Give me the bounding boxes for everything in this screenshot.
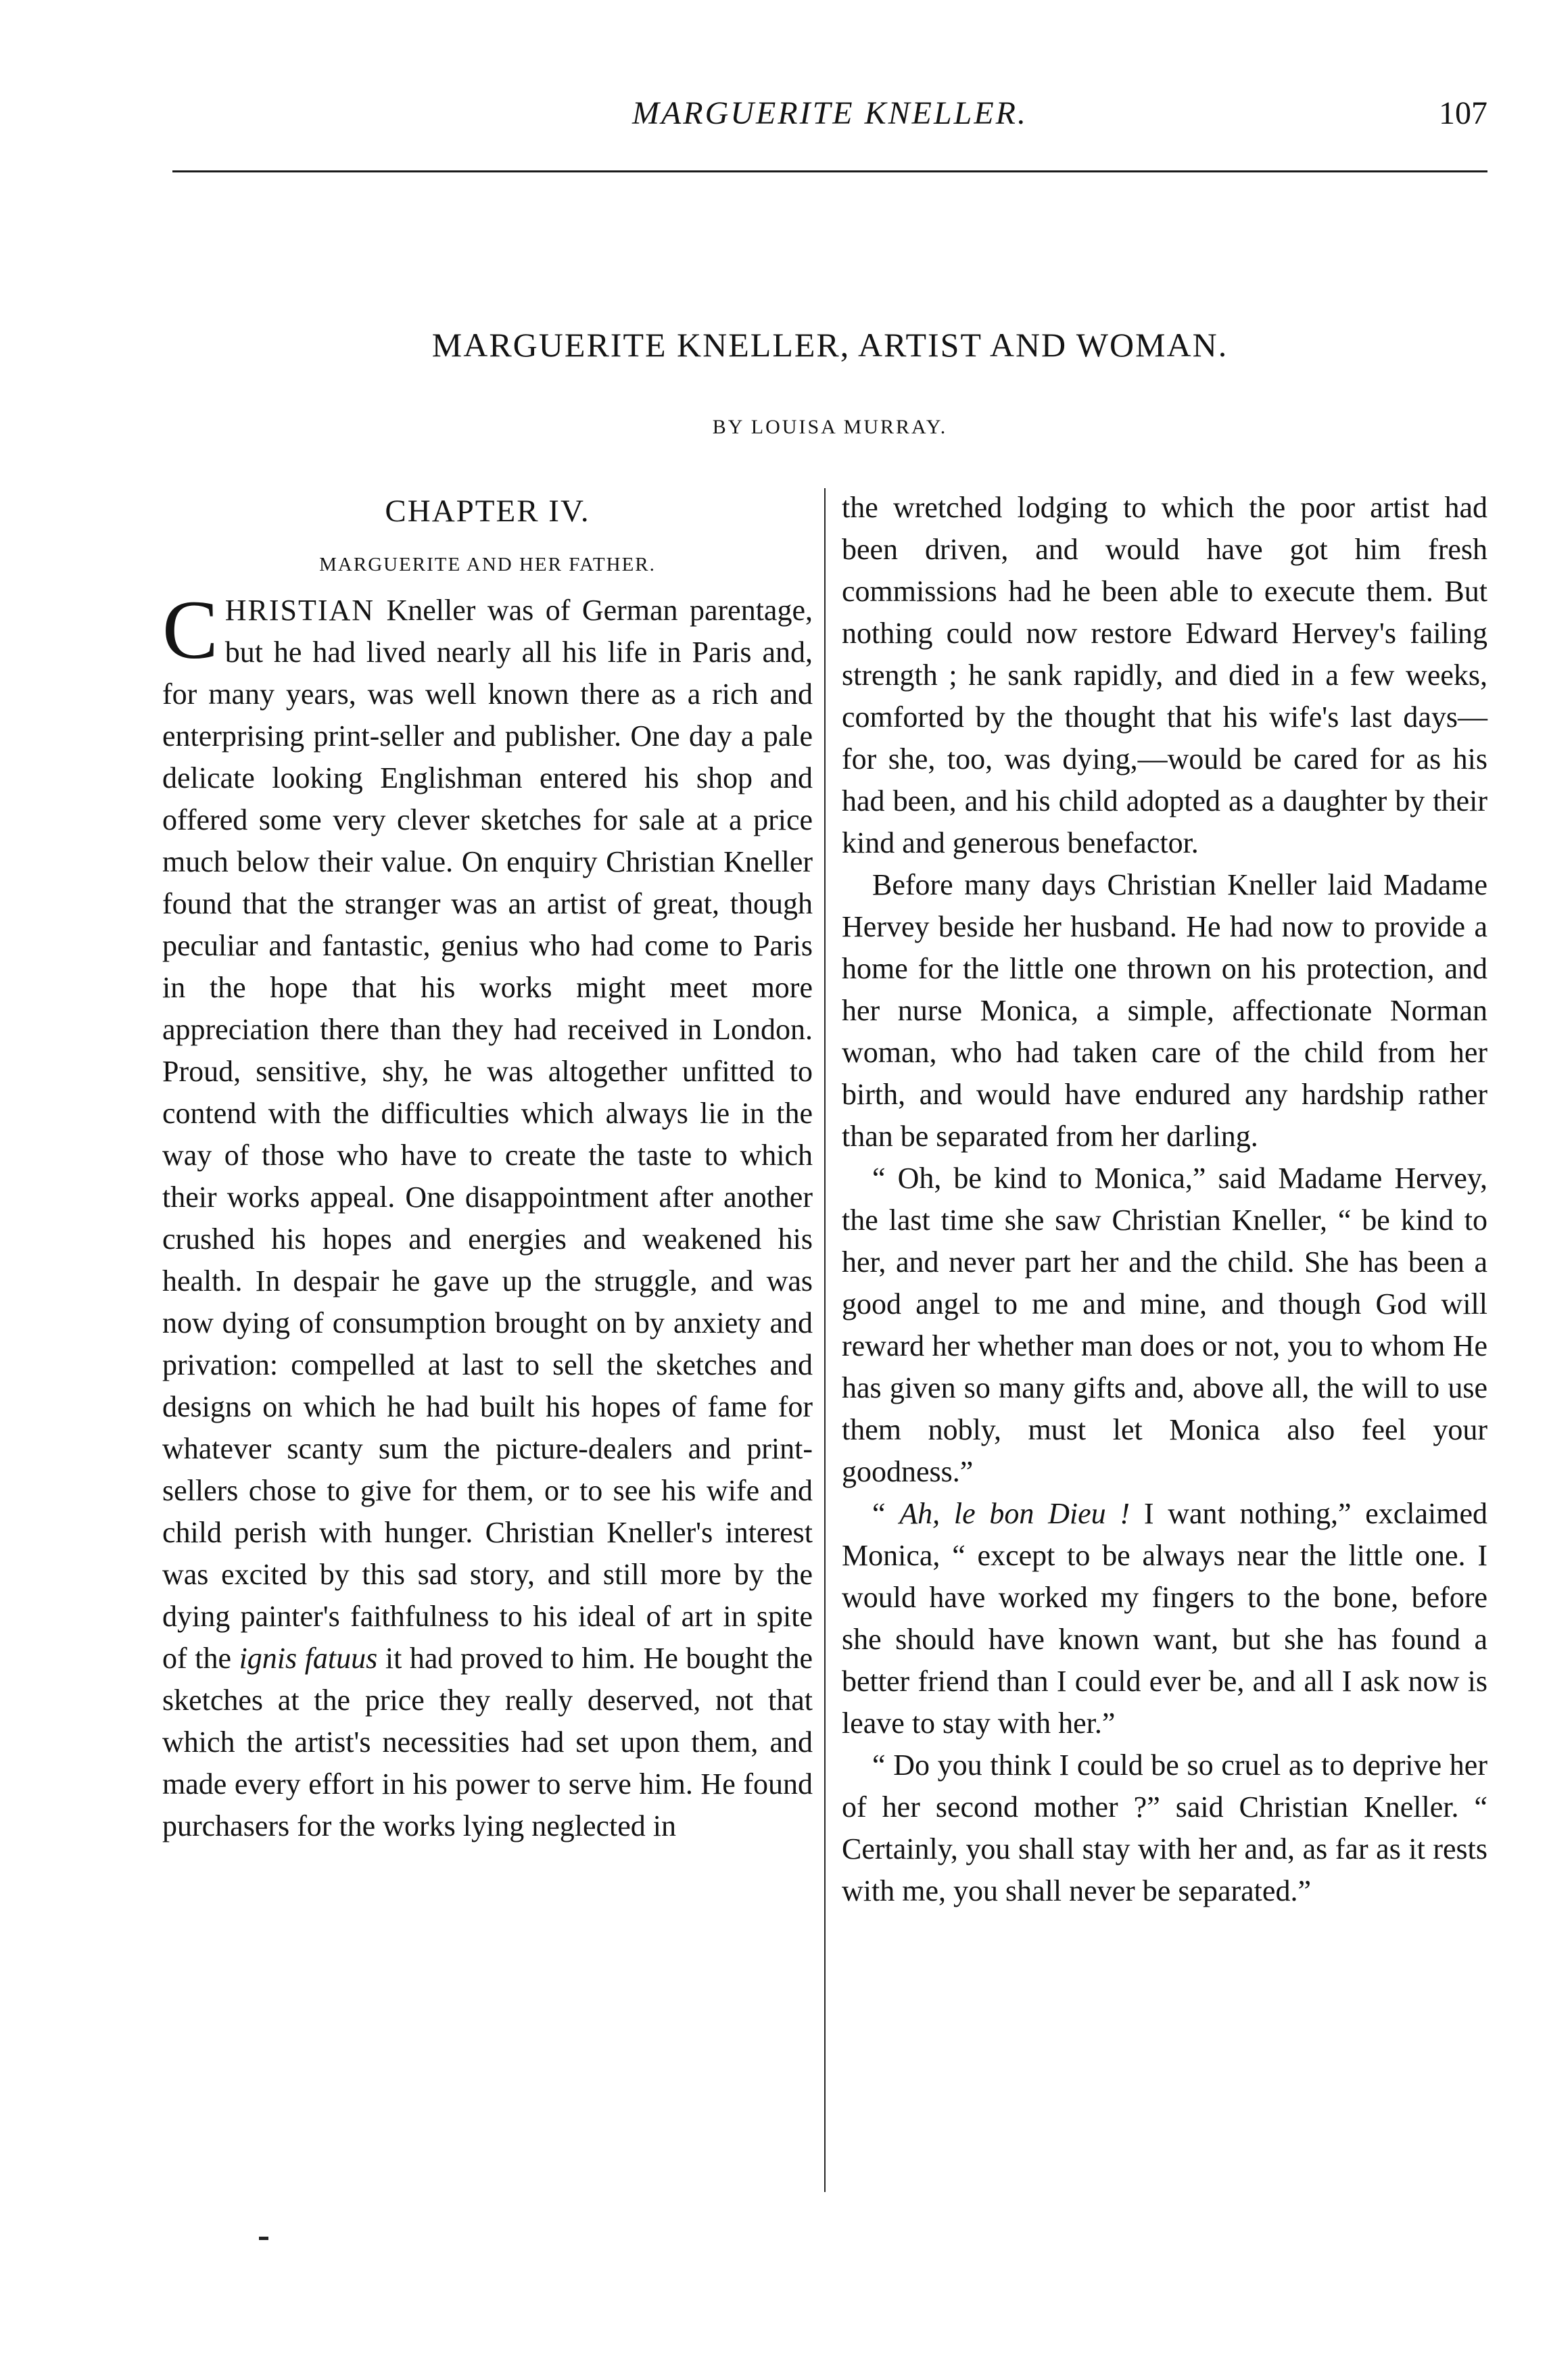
quote-open: “: [872, 1497, 900, 1530]
paragraph-text: I want nothing,” exclaimed Monica, “ except to be always near the little one. I would have worked my fingers to the bone, before she should have known want, but she has found a better friend than I could ever be, and all I ask now is leave to stay with her.”: [842, 1497, 1488, 1740]
italic-phrase: Ah, le bon Dieu !: [899, 1497, 1130, 1530]
page-mark: [259, 2237, 268, 2240]
running-head: [172, 87, 1487, 141]
paragraph-continued: the wretched lodging to which the poor artist had been driven, and would have got him fresh commissions had he been able to execute them. But nothing could now restore Edward Hervey's failing strength ; he sank rapidly, and died in a few weeks, comforted by the thought that his wife's last days—for she, too, was dying,—would be cared for as his had been, and his child adopted as a daughter by their kind and generous benefactor.: [842, 491, 1487, 859]
paragraph-text-end: it had proved to him. He bought the sketches at the price they really deserved, not that which the artist's necessities had set upon them, and made every effort in his power to serve him. He found purchasers for the works lying neglected in: [162, 1642, 813, 1842]
running-title: MARGUERITE KNELLER.: [632, 95, 1028, 131]
paragraph: [842, 1493, 1487, 1744]
chapter-heading: CHAPTER IV.: [385, 494, 590, 529]
right-column: [842, 487, 1487, 1912]
byline: BY LOUISA MURRAY.: [712, 416, 948, 438]
paragraph-text: Kneller was of German parentage, but he had lived nearly all his life in Paris and, for many years, was well known there as a rich and enterprising print-seller and publisher. One day a pale delicate looking Englishman entered his shop and offered some very clever sketches for sale at a price much below their value. On enquiry Christian Kneller found that the stranger was an artist of great, though peculiar and fantastic, genius who had come to Paris in the hope that his works might meet more appreciation there than they had received in London. Proud, sensitive, shy, he was altogether unfitted to contend with the difficulties which always lie in the way of those who have to create the taste to which their works appeal. One disappointment after another crushed his hopes and energies and weakened his health. In despair he gave up the struggle, and was now dying of consumption brought on by anxiety and privation: compelled at last to sell the sketches and designs on which he had built his hopes of fame for whatever scanty sum the picture-dealers and print-sellers chose to give for them, or to see his wife and child perish with hunger. Christian Kneller's interest was excited by this sad story, and still more by the dying painter's faithfulness to his ideal of art in spite of the: [162, 594, 813, 1675]
article-title: MARGUERITE KNELLER, ARTIST AND WOMAN.: [431, 326, 1229, 364]
page-number: 107: [1439, 95, 1487, 131]
italic-phrase: ignis fatuus: [239, 1642, 378, 1675]
column-divider: [824, 488, 826, 2192]
paragraph: “ Oh, be kind to Monica,” said Madame Hervey, the last time she saw Christian Kneller, “ be kind to her, and never part her and the child. She has been a good angel to me and mine, and though God will reward her whether man does or not, you to whom He has given so many gifts and, above all, the will to use them nobly, must let Monica also feel your goodness.”: [842, 1162, 1487, 1488]
chapter-subheading: MARGUERITE AND HER FATHER.: [319, 554, 656, 575]
paragraph: Before many days Christian Kneller laid Madame Hervey beside her husband. He had now to provide a home for the little one thrown on his protection, and her nurse Monica, a simple, affectionate Norman woman, who had taken care of the child from her birth, and would have endured any hardship rather than be separated from her darling.: [842, 868, 1487, 1153]
paragraph: [162, 584, 813, 1847]
paragraph: “ Do you think I could be so cruel as to deprive her of her second mother ?” said Christian Kneller. “ Certainly, you shall stay with her and, as far as it rests with me, you shall never be separated.”: [842, 1748, 1487, 1907]
lead-word: HRISTIAN: [224, 594, 375, 627]
left-column: [162, 487, 813, 1847]
header-rule: [172, 170, 1487, 172]
drop-cap: C: [162, 584, 218, 676]
